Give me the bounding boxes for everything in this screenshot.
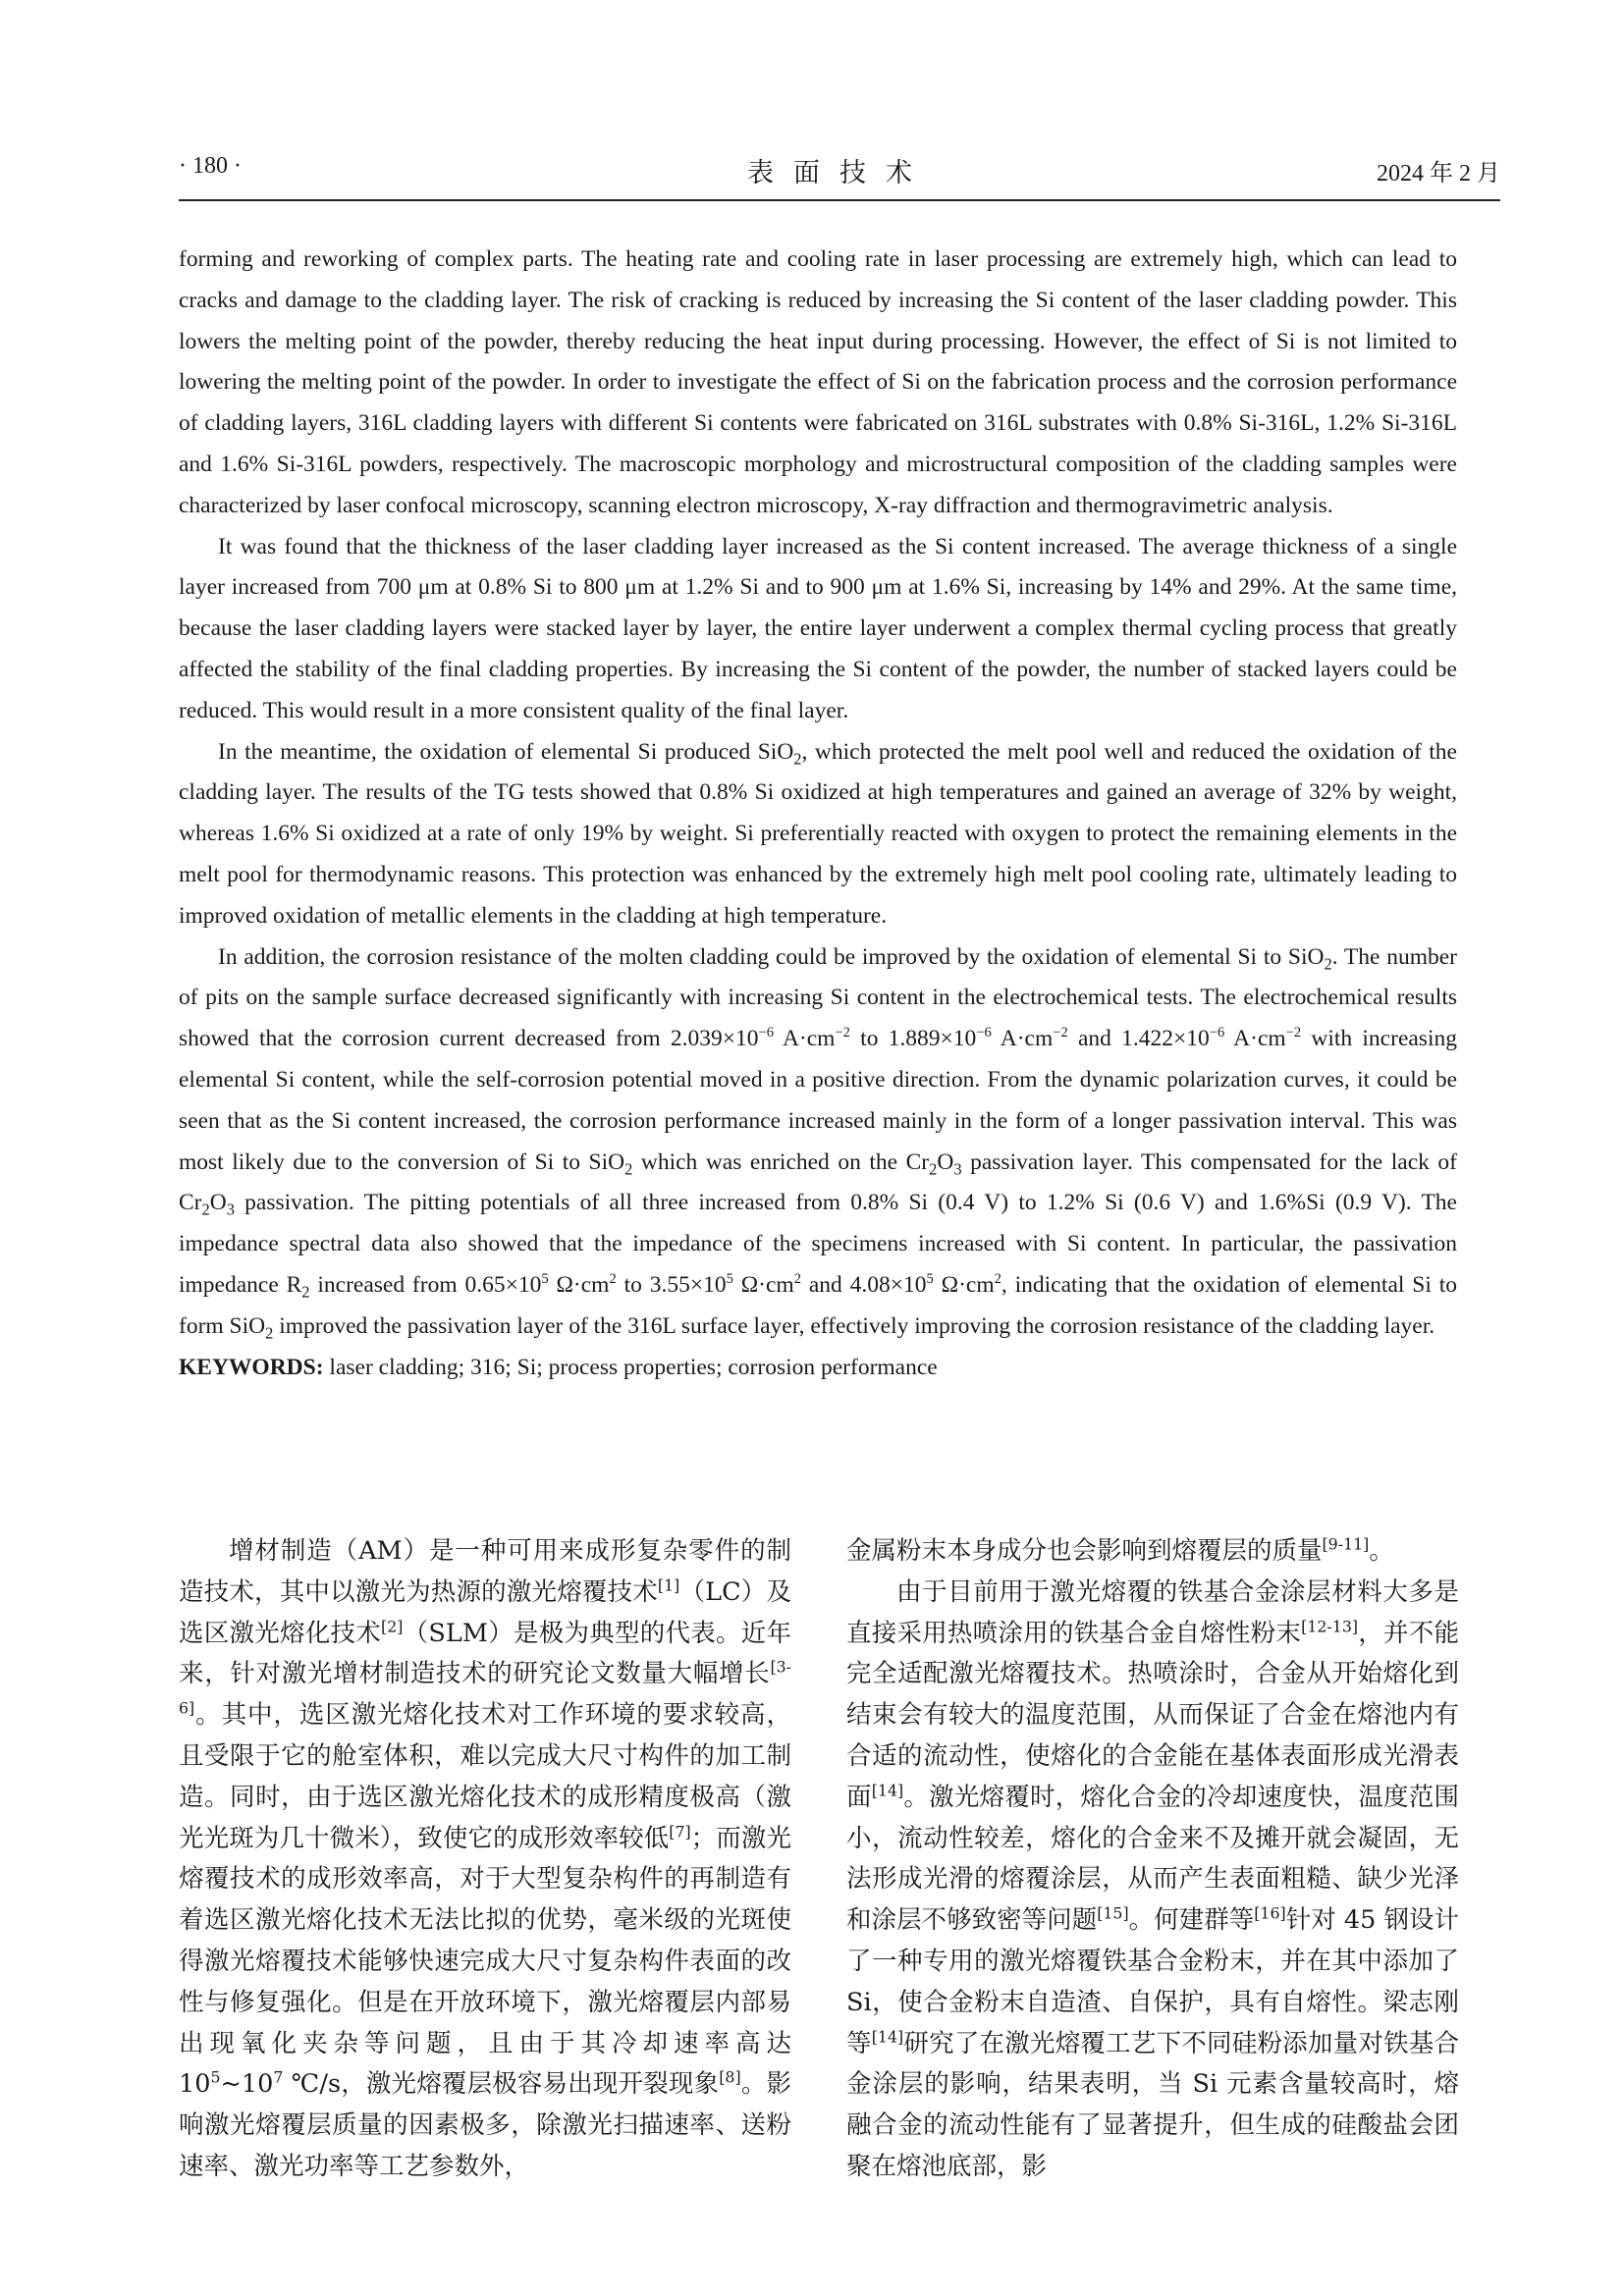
page-number: · 180 · [179, 153, 242, 179]
running-header [179, 153, 1500, 196]
abstract-paragraph-2: It was found that the thickness of the laser cladding layer increased as the Si content increased. The average thickness of a single layer increased from 700 μm at 0.8% Si to 800 μm at 1.2% Si and to 900 μm at 1.6% Si, increasing by 14% and 29%. At the same time, because the laser cladding layers were stacked layer by layer, the entire layer underwent a complex thermal cycling process that greatly affected the stability of the final cladding properties. By increasing the Si content of the powder, the number of stacked layers could be reduced. This would result in a more consistent quality of the final layer. [179, 533, 1457, 723]
header-divider [179, 199, 1500, 201]
keywords-label: KEYWORDS: [179, 1354, 324, 1380]
body-column-left [179, 1531, 791, 2188]
abstract-paragraph-1: forming and reworking of complex parts. The heating rate and cooling rate in laser processing are extremely high, which can lead to cracks and damage to the cladding layer. The risk of cracking is reduced by increasing the Si content of the laser cladding powder. This lowers the melting point of the powder, thereby reducing the heat input during processing. However, the effect of Si is not limited to lowering the melting point of the powder. In order to investigate the effect of Si on the fabrication process and the corrosion performance of cladding layers, 316L cladding layers with different Si contents were fabricated on 316L substrates with 0.8% Si-316L, 1.2% Si-316L and 1.6% Si-316L powders, respectively. The macroscopic morphology and microstructural composition of the cladding samples were characterized by laser confocal microscopy, scanning electron microscopy, X-ray diffraction and thermogravimetric analysis. [179, 246, 1457, 518]
keywords-line [179, 1348, 1457, 1389]
abstract-paragraph-4: In addition, the corrosion resistance of the molten cladding could be improved by the oxidation of elemental Si to SiO$_2$. The number of pits on the sample surface decreased significantly with increasing Si content in the electrochemical tests. The electrochemical results showed that the corrosion current decreased from $2.039\times 10^{-6}$ $A\cdot cm^{-2}$ to $1.889\times 10^{-6}$ $A\cdot cm^{-2}$ and $1.422\times 10^{-6}$ $A\cdot cm^{-2}$ with increasing elemental Si content, while the self-corrosion potential moved in a positive direction. From the dynamic polarization curves, it could be seen that as the Si content increased, the corrosion performance increased mainly in the form of a longer passivation interval. This was most likely due to the conversion of Si to SiO$_2$ which was enriched on the $Cr_2O_3$ passivation layer. This compensated for the lack of $Cr_2O_3$ passivation. The pitting potentials of all three increased from 0.8% Si (0.4 V) to 1.2% Si (0.6 V) and 1.6%Si (0.9 V). The impedance spectral data also showed that the impedance of the specimens increased with Si content. In particular, the passivation impedance $R_2$ increased from $0.65\times 10^5$ $\Omega\cdot cm^2$ to $3.55\times 10^5$ $\Omega\cdot cm^2$ and $4.08\times 10^5$ $\Omega\cdot cm^2$, indicating that the oxidation of elemental Si to form SiO$_2$ improved the passivation layer of the 316L surface layer, effectively improving the corrosion resistance of the cladding layer. [179, 943, 1457, 1343]
abstract-paragraph-3: In the meantime, the oxidation of elemental Si produced SiO$_2$, which protected the melt pool well and reduced the oxidation of the cladding layer. The results of the TG tests showed that 0.8% Si oxidized at high temperatures and gained an average of 32% by weight, whereas 1.6% Si oxidized at a rate of only 19% by weight. Si preferentially reacted with oxygen to protect the remaining elements in the melt pool for thermodynamic reasons. This protection was enhanced by the extremely high melt pool cooling rate, ultimately leading to improved oxidation of metallic elements in the cladding at high temperature. [179, 738, 1457, 929]
intro-paragraph-1-continued: 金属粉末本身成分也会影响到熔覆层的质量[9-11]。 [846, 1534, 1394, 1566]
intro-paragraph-1: 增材制造（AM）是一种可用来成形复杂零件的制造技术，其中以激光为热源的激光熔覆技术[1]（LC）及选区激光熔化技术[2]（SLM）是极为典型的代表。近年来，针对激光增材制造技术的研究论文数量大幅增长[3-6]。其中，选区激光熔化技术对工作环境的要求较高，且受限于它的舱室体积，难以完成大尺寸构件的加工制造。同时，由于选区激光熔化技术的成形精度极高（激光光斑为几十微米），致使它的成形效率较低[7]；而激光熔覆技术的成形效率高，对于大型复杂构件的再制造有着选区激光熔化技术无法比拟的优势，毫米级的光斑使得激光熔覆技术能够快速完成大尺寸复杂构件表面的改性与修复强化。但是在开放环境下，激光熔覆层内部易出现氧化夹杂等问题，且由于其冷却速率高达 $10^5\sim 10^7$ ℃/s，激光熔覆层极容易出现开裂现象[8]。影响激光熔覆层质量的因素极多，除激光扫描速率、送粉速率、激光功率等工艺参数外， [179, 1536, 791, 2181]
body-column-right [846, 1531, 1459, 2188]
keywords-text: laser cladding; 316; Si; process properties; corrosion performance [329, 1354, 938, 1380]
intro-paragraph-2: 由于目前用于激光熔覆的铁基合金涂层材料大多是直接采用热喷涂用的铁基合金自熔性粉末[12-13]，并不能完全适配激光熔覆技术。热喷涂时，合金从开始熔化到结束会有较大的温度范围，从而保证了合金在熔池内有合适的流动性，使熔化的合金能在基体表面形成光滑表面[14]。激光熔覆时，熔化合金的冷却速度快，温度范围小，流动性较差，熔化的合金来不及摊开就会凝固，无法形成光滑的熔覆涂层，从而产生表面粗糙、缺少光泽和涂层不够致密等问题[15]。何建群等[16]针对 45 钢设计了一种专用的激光熔覆铁基合金粉末，并在其中添加了 Si，使合金粉末自造渣、自保护，具有自熔性。梁志刚等[14]研究了在激光熔覆工艺下不同硅粉添加量对铁基合金涂层的影响，结果表明，当 Si 元素含量较高时，熔融合金的流动性能有了显著提升，但生成的硅酸盐会团聚在熔池底部，影 [846, 1576, 1459, 2181]
journal-title: 表面技术 [747, 158, 932, 188]
english-abstract [179, 240, 1457, 1388]
issue-date: 2024 年 2 月 [1377, 161, 1500, 187]
